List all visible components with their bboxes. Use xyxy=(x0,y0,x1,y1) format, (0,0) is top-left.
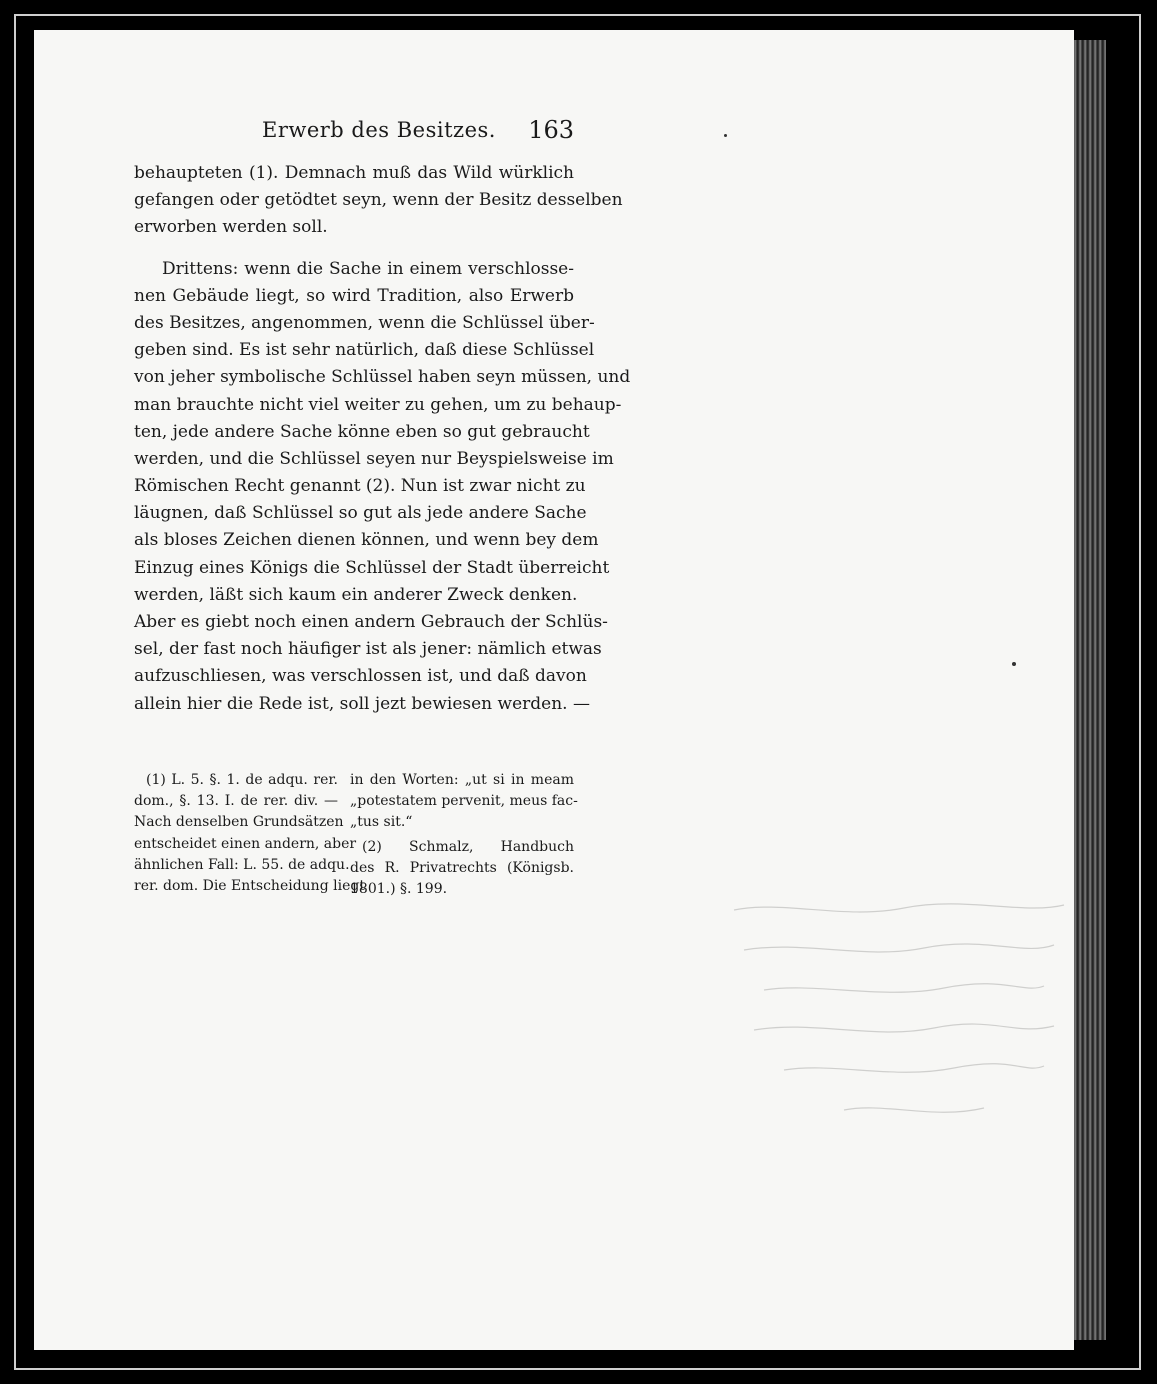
footnote-line: 1801.) §. 199. xyxy=(350,880,448,897)
text-line: Drittens: wenn die Sache in einem verschlosse- xyxy=(162,258,574,279)
speck xyxy=(724,134,727,137)
text-line: werden, läßt sich kaum ein anderer Zweck denken. xyxy=(134,584,578,605)
text-line: sel, der fast noch häufiger ist als jener: nämlich etwas xyxy=(134,639,602,660)
footnote-line: des R. Privatrechts (Königsb. xyxy=(350,859,574,876)
text-line: allein hier die Rede ist, soll jezt bewiesen werden. — xyxy=(134,693,590,714)
bleed-through-marks xyxy=(724,890,1084,1150)
text-line: man brauchte nicht viel weiter zu gehen, um zu behaup- xyxy=(134,394,622,415)
text-line: Aber es giebt noch einen andern Gebrauch der Schlüs- xyxy=(134,612,608,632)
footnote-column-right xyxy=(350,770,578,900)
bleed-through-scribble xyxy=(724,890,1084,1150)
footnote-line: in den Worten: „ut si in meam xyxy=(350,772,574,788)
text-line: von jeher symbolische Schlüssel haben seyn müssen, und xyxy=(134,367,631,388)
text-line: Römischen Recht genannt (2). Nun ist zwar nicht zu xyxy=(134,476,586,497)
text-line: läugnen, daß Schlüssel so gut als jede andere Sache xyxy=(134,503,587,524)
footnote-line: „potestatem pervenit, meus fac- xyxy=(350,793,578,810)
footnote-line: Nach denselben Grundsätzen xyxy=(134,814,344,831)
text-line: als bloses Zeichen dienen können, und wenn bey dem xyxy=(134,530,599,551)
text-line: gefangen oder getödtet seyn, wenn der Besitz desselben xyxy=(134,190,623,211)
text-line: nen Gebäude liegt, so wird Tradition, also Erwerb xyxy=(134,285,574,306)
main-text xyxy=(134,160,631,718)
footnote-line: (1) L. 5. §. 1. de adqu. rer. xyxy=(146,772,338,788)
page-number: 163 xyxy=(528,116,574,144)
speck xyxy=(1012,662,1016,666)
footnote-line: dom., §. 13. I. de rer. div. — xyxy=(134,793,338,810)
text-line: behaupteten (1). Demnach muß das Wild würklich xyxy=(134,163,574,183)
text-line: geben sind. Es ist sehr natürlich, daß diese Schlüssel xyxy=(134,340,595,361)
footnote-line: (2) Schmalz, Handbuch xyxy=(362,838,574,855)
text-line: werden, und die Schlüssel seyen nur Beyspielsweise im xyxy=(134,448,614,469)
footnote-line: rer. dom. Die Entscheidung liegt xyxy=(134,877,365,894)
running-header xyxy=(134,118,574,148)
text-line: Einzug eines Königs die Schlüssel der Stadt überreicht xyxy=(134,557,610,578)
book-page xyxy=(34,30,1074,1350)
footnote-line: „tus sit.“ xyxy=(350,814,413,831)
text-line: aufzuschliesen, was verschlossen ist, und daß davon xyxy=(134,666,587,687)
text-line: des Besitzes, angenommen, wenn die Schlüssel über- xyxy=(134,312,595,333)
footnote-column-left xyxy=(134,770,365,897)
footnote-line: ähnlichen Fall: L. 55. de adqu. xyxy=(134,856,350,873)
footnote-line: entscheidet einen andern, aber xyxy=(134,835,357,852)
text-line: ten, jede andere Sache könne eben so gut gebraucht xyxy=(134,421,590,442)
running-title: Erwerb des Besitzes. xyxy=(262,118,496,142)
text-line: erworben werden soll. xyxy=(134,217,328,238)
